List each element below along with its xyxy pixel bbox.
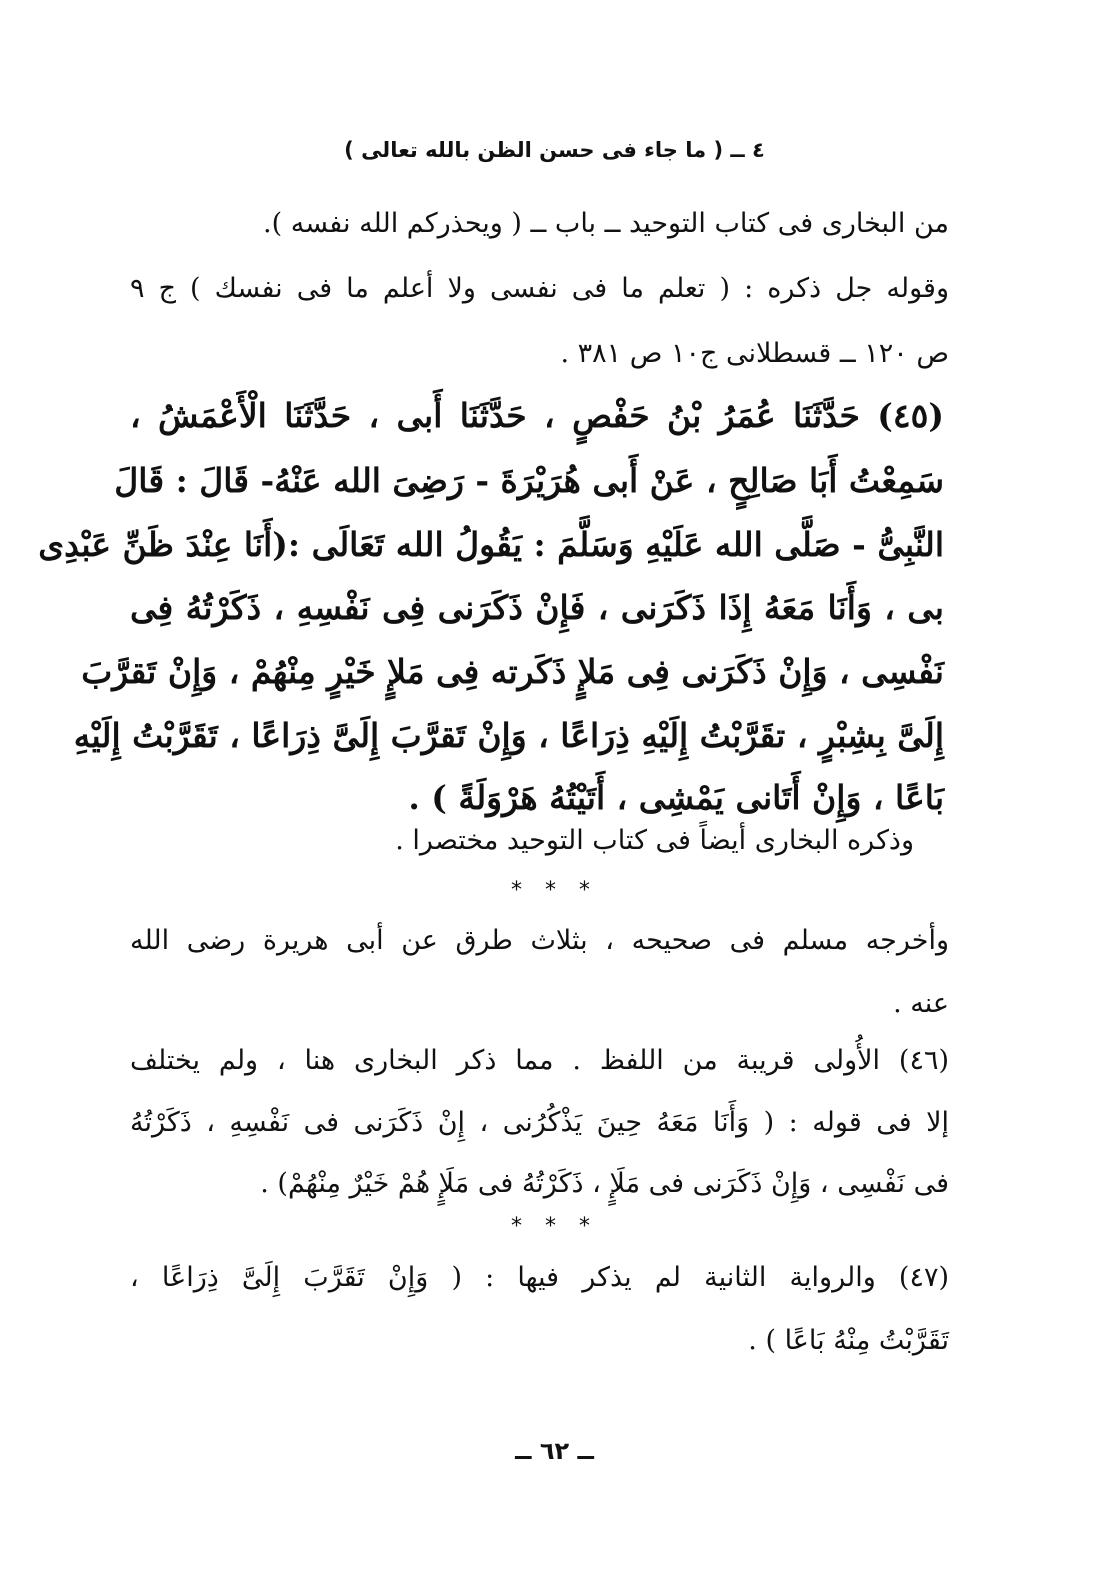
muslim-line: عنه . [893,988,949,1019]
hadith-47-line: (٤٧) والرواية الثانية لم يذكر فيها : ( وَإِنْ تَقَرَّبَ إِلَىَّ ذِرَاعًا ، [130,1262,949,1293]
intro-line: ص ١٢٠ ــ قسطلانى ج١٠ ص ٣٨١ . [560,338,949,369]
hadith-45-line: سَمِعْتُ أَبَا صَالِحٍ ، عَنْ أَبى هُرَيْرَةَ - رَضِىَ الله عَنْهُ- قَالَ : قَالَ [114,461,944,500]
hadith-46-line: إلا فى قوله : ( وَأَنَا مَعَهُ حِينَ يَذْكُرُنى ، إِنْ ذَكَرَنى فى نَفْسِهِ ، ذَكَرْتُهُ [130,1107,949,1138]
hadith-45-line: النَّبِىُّ - صَلَّى الله عَلَيْهِ وَسَلَّمَ : يَقُولُ الله تَعَالَى :(أَنَا عِنْدَ ظَنِّ عَبْدِى [38,525,944,564]
section-separator: * * * [511,1214,598,1239]
page-number: ــ ٦٢ ــ [515,1437,594,1465]
intro-line: من البخارى فى كتاب التوحيد ــ باب ــ ( ويحذركم الله نفسه ). [263,208,949,239]
intro-line: وقوله جل ذكره : ( تعلم ما فى نفسى ولا أعلم ما فى نفسك ) ج ٩ [130,273,949,304]
hadith-46-line: فى نَفْسِى ، وَإِنْ ذَكَرَنى فى مَلَإٍ ، ذَكَرْتُهُ فى مَلَإٍ هُمْ خَيْرٌ مِنْهُمْ) . [260,1168,949,1199]
bukhari-note: وذكره البخارى أيضاً فى كتاب التوحيد مختصرا . [395,825,914,856]
hadith-45-line: نَفْسِى ، وَإِنْ ذَكَرَنى فِى مَلإٍ ذَكَرته فِى مَلإٍ خَيْرٍ مِنْهُمْ ، وَإِنْ تَقرَّبَ [81,652,944,691]
hadith-45-line: (٤٥) حَدَّثَنَا عُمَرُ بْنُ حَفْصٍ ، حَدَّثَنَا أَبى ، حَدَّثَنَا الْأَعْمَشُ ، [130,396,944,435]
hadith-45-line: بَاعًا ، وَإِنْ أَتَانى يَمْشِى ، أَتَيْتُهُ هَرْوَلَةً ) . [408,778,944,817]
chapter-heading: ٤ ــ ( ما جاء فى حسن الظن بالله تعالى ) [344,138,765,162]
hadith-45-line: إِلَىَّ بِشِبْرٍ ، تقَرَّبْتُ إِلَيْهِ ذِرَاعًا ، وَإِنْ تَقرَّبَ إِلَىَّ ذِرَاعًا ، تَقَرَّبْتُ إِلَيْهِ [73,716,944,755]
muslim-line: وأخرجه مسلم فى صحيحه ، بثلاث طرق عن أبى هريرة رضى الله [130,925,949,956]
hadith-45-line: بى ، وَأَنَا مَعَهُ إِذَا ذَكَرَنى ، فَإِنْ ذَكَرَنى فِى نَفْسِهِ ، ذَكَرْتُهُ فِى [130,588,944,627]
section-separator: * * * [511,878,598,903]
hadith-46-line: (٤٦) الأُولى قريبة من اللفظ . مما ذكر البخارى هنا ، ولم يختلف [130,1045,949,1076]
hadith-47-line: تَقَرَّبْتُ مِنْهُ بَاعًا ) . [748,1325,949,1356]
